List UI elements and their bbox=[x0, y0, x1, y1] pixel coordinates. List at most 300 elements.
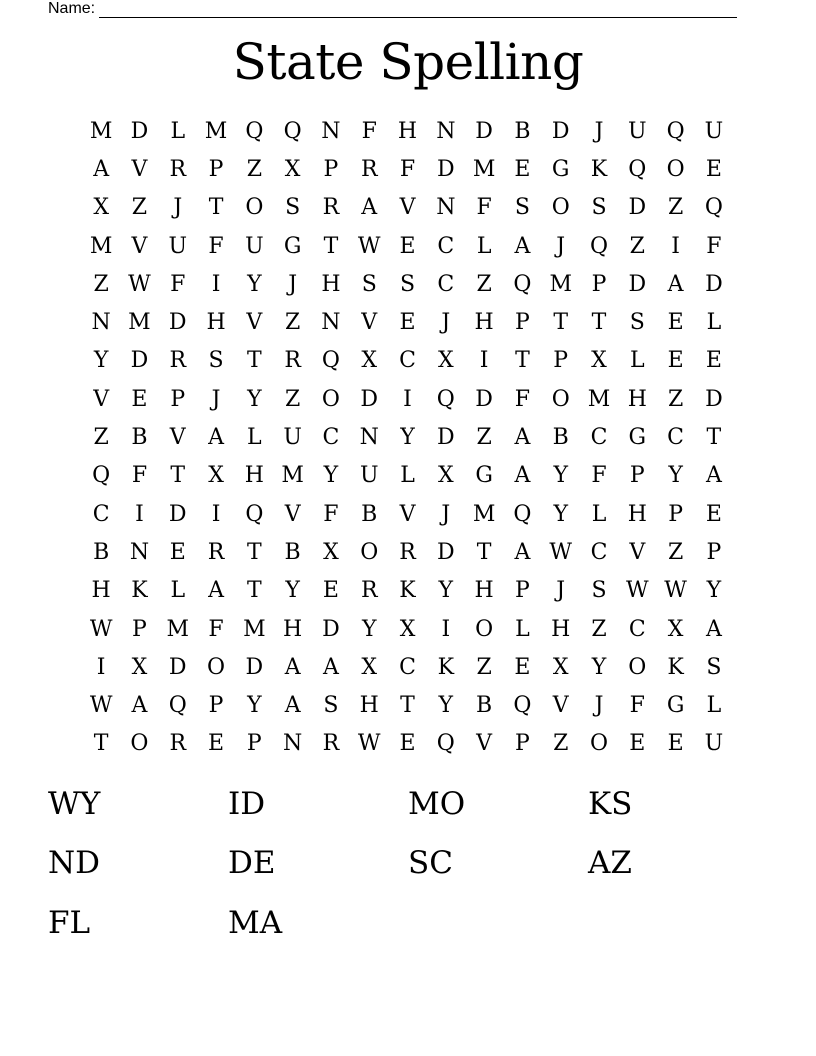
grid-cell[interactable]: B bbox=[284, 539, 301, 565]
grid-cell[interactable]: H bbox=[474, 310, 494, 336]
grid-cell[interactable]: E bbox=[705, 348, 722, 374]
grid-cell[interactable]: Z bbox=[246, 156, 262, 182]
grid-cell[interactable]: M bbox=[89, 233, 113, 259]
grid-cell[interactable]: O bbox=[628, 654, 647, 680]
grid-cell[interactable]: T bbox=[170, 463, 186, 489]
grid-cell[interactable]: F bbox=[629, 693, 645, 719]
grid-cell[interactable]: S bbox=[361, 271, 377, 297]
grid-cell[interactable]: X bbox=[361, 348, 378, 374]
grid-cell[interactable]: V bbox=[361, 310, 378, 336]
grid-cell[interactable]: T bbox=[208, 195, 224, 221]
grid-cell[interactable]: E bbox=[131, 386, 148, 412]
word-list-item: FL bbox=[48, 904, 91, 941]
grid-cell[interactable]: C bbox=[437, 271, 455, 297]
grid-cell[interactable]: E bbox=[208, 731, 225, 757]
grid-cell[interactable]: Z bbox=[629, 233, 645, 259]
grid-cell[interactable]: N bbox=[359, 425, 379, 451]
grid-cell[interactable]: A bbox=[667, 271, 684, 297]
grid-cell[interactable]: F bbox=[131, 463, 148, 489]
grid-cell[interactable]: R bbox=[207, 539, 225, 565]
grid-cell[interactable]: T bbox=[476, 539, 492, 565]
grid-cell[interactable]: O bbox=[245, 195, 264, 221]
grid-cell[interactable]: Q bbox=[628, 156, 647, 182]
grid-cell[interactable]: R bbox=[169, 156, 187, 182]
grid-cell[interactable]: E bbox=[322, 578, 339, 604]
grid-cell[interactable]: H bbox=[551, 616, 571, 642]
grid-cell[interactable]: M bbox=[243, 616, 266, 642]
grid-cell[interactable]: O bbox=[589, 731, 609, 757]
grid-cell[interactable]: F bbox=[399, 156, 416, 182]
grid-cell[interactable]: H bbox=[397, 118, 418, 144]
grid-cell[interactable]: X bbox=[323, 539, 339, 565]
grid-cell[interactable]: C bbox=[590, 425, 608, 451]
grid-cell[interactable]: M bbox=[281, 463, 304, 489]
grid-cell[interactable]: R bbox=[360, 578, 378, 604]
grid-cell[interactable]: M bbox=[587, 386, 611, 412]
grid-cell[interactable]: X bbox=[361, 654, 378, 680]
grid-cell[interactable]: Z bbox=[667, 539, 684, 565]
grid-cell[interactable]: V bbox=[399, 195, 416, 221]
grid-cell[interactable]: N bbox=[283, 731, 303, 757]
grid-cell[interactable]: E bbox=[169, 539, 186, 565]
grid-cell[interactable]: H bbox=[321, 271, 341, 297]
grid-cell[interactable]: X bbox=[399, 616, 416, 642]
grid-cell[interactable]: M bbox=[166, 616, 189, 642]
grid-cell[interactable]: G bbox=[666, 693, 685, 719]
grid-cell[interactable]: D bbox=[322, 616, 340, 642]
grid-cell[interactable]: Q bbox=[321, 348, 340, 374]
grid-cell[interactable]: I bbox=[135, 501, 144, 527]
grid-cell[interactable]: H bbox=[359, 693, 379, 719]
grid-cell[interactable]: Z bbox=[591, 616, 607, 642]
grid-cell[interactable]: F bbox=[208, 616, 224, 642]
grid-cell[interactable]: S bbox=[591, 578, 607, 604]
grid-cell[interactable]: J bbox=[556, 233, 566, 259]
grid-cell[interactable]: N bbox=[91, 310, 111, 336]
grid-cell[interactable]: B bbox=[361, 501, 378, 527]
grid-cell[interactable]: P bbox=[591, 271, 607, 297]
grid-cell[interactable]: V bbox=[629, 539, 646, 565]
grid-cell[interactable]: Q bbox=[666, 118, 685, 144]
grid-cell[interactable]: Z bbox=[553, 731, 569, 757]
grid-cell[interactable]: P bbox=[132, 616, 147, 642]
grid-cell[interactable]: Z bbox=[476, 271, 492, 297]
grid-cell[interactable]: Q bbox=[245, 501, 264, 527]
grid-cell[interactable]: D bbox=[168, 501, 187, 527]
grid-cell[interactable]: O bbox=[207, 654, 226, 680]
grid-cell[interactable]: F bbox=[208, 233, 224, 259]
grid-cell[interactable]: X bbox=[552, 654, 569, 680]
grid-cell[interactable]: H bbox=[206, 310, 226, 336]
grid-cell[interactable]: O bbox=[666, 156, 685, 182]
grid-cell[interactable]: S bbox=[208, 348, 224, 374]
grid-cell[interactable]: D bbox=[360, 386, 379, 412]
grid-cell[interactable]: W bbox=[128, 271, 151, 297]
grid-cell[interactable]: V bbox=[169, 425, 186, 451]
grid-cell[interactable]: V bbox=[246, 310, 263, 336]
grid-cell[interactable]: A bbox=[514, 233, 531, 259]
grid-cell[interactable]: F bbox=[591, 463, 607, 489]
word-list-item: MA bbox=[228, 904, 283, 941]
grid-cell[interactable]: M bbox=[204, 118, 228, 144]
grid-cell[interactable]: X bbox=[208, 463, 224, 489]
grid-cell[interactable]: L bbox=[706, 693, 722, 719]
grid-cell[interactable]: B bbox=[93, 539, 110, 565]
grid-cell[interactable]: Z bbox=[476, 425, 492, 451]
grid-cell[interactable]: K bbox=[437, 654, 455, 680]
grid-cell[interactable]: T bbox=[246, 539, 262, 565]
grid-cell[interactable]: Q bbox=[436, 386, 455, 412]
grid-cell[interactable]: Z bbox=[667, 195, 684, 221]
grid-cell[interactable]: A bbox=[208, 425, 224, 451]
grid-cell[interactable]: H bbox=[244, 463, 264, 489]
grid-cell[interactable]: L bbox=[515, 616, 530, 642]
grid-cell[interactable]: L bbox=[630, 348, 645, 374]
grid-cell[interactable]: U bbox=[168, 233, 188, 259]
grid-cell[interactable]: P bbox=[629, 463, 645, 489]
grid-cell[interactable]: Q bbox=[92, 463, 111, 489]
grid-cell[interactable]: C bbox=[590, 539, 608, 565]
grid-cell[interactable]: D bbox=[705, 386, 723, 412]
grid-cell[interactable]: C bbox=[399, 348, 416, 374]
grid-cell[interactable]: W bbox=[357, 233, 381, 259]
grid-cell[interactable]: Y bbox=[553, 463, 568, 489]
grid-cell[interactable]: S bbox=[285, 195, 301, 221]
grid-cell[interactable]: A bbox=[705, 463, 722, 489]
grid-cell[interactable]: D bbox=[130, 118, 149, 144]
grid-cell[interactable]: F bbox=[706, 233, 722, 259]
grid-cell[interactable]: A bbox=[93, 156, 110, 182]
grid-cell[interactable]: X bbox=[131, 654, 148, 680]
grid-cell[interactable]: Z bbox=[131, 195, 148, 221]
word-list bbox=[48, 774, 768, 953]
grid-cell[interactable]: J bbox=[441, 501, 451, 527]
word-list-item: MO bbox=[408, 785, 466, 822]
grid-cell[interactable]: S bbox=[323, 693, 339, 719]
grid-cell[interactable]: I bbox=[211, 501, 221, 527]
grid-cell[interactable]: Y bbox=[668, 463, 683, 489]
grid-cell[interactable]: C bbox=[628, 616, 646, 642]
word-list-item: DE bbox=[228, 845, 276, 882]
grid-cell[interactable]: Q bbox=[513, 271, 532, 297]
grid-cell[interactable]: O bbox=[360, 539, 379, 565]
grid-cell[interactable]: C bbox=[399, 654, 416, 680]
grid-cell[interactable]: A bbox=[284, 654, 301, 680]
word-list-item: ID bbox=[228, 785, 266, 822]
grid-cell[interactable]: N bbox=[436, 118, 456, 144]
grid-cell[interactable]: B bbox=[514, 118, 531, 144]
grid-cell[interactable]: Y bbox=[361, 616, 377, 642]
grid-cell[interactable]: D bbox=[628, 271, 647, 297]
grid-cell[interactable]: Y bbox=[247, 386, 262, 412]
grid-cell[interactable]: C bbox=[437, 233, 455, 259]
grid-cell[interactable]: P bbox=[323, 156, 339, 182]
grid-cell[interactable]: L bbox=[170, 118, 186, 144]
grid-cell[interactable]: D bbox=[437, 156, 455, 182]
grid-cell[interactable]: X bbox=[437, 463, 454, 489]
grid-cell[interactable]: Y bbox=[400, 425, 415, 451]
grid-cell[interactable]: E bbox=[399, 233, 416, 259]
grid-cell[interactable]: P bbox=[553, 348, 569, 374]
grid-cell[interactable]: U bbox=[704, 731, 724, 757]
grid-cell[interactable]: R bbox=[169, 348, 187, 374]
grid-cell[interactable]: Y bbox=[247, 271, 262, 297]
grid-cell[interactable]: O bbox=[475, 616, 494, 642]
grid-cell[interactable]: A bbox=[705, 616, 722, 642]
grid-cell[interactable]: R bbox=[322, 731, 340, 757]
grid-cell[interactable]: E bbox=[399, 731, 416, 757]
grid-cell[interactable]: A bbox=[131, 693, 148, 719]
grid-cell[interactable]: J bbox=[173, 195, 183, 221]
grid-cell[interactable]: W bbox=[549, 539, 573, 565]
grid-cell[interactable]: P bbox=[208, 693, 224, 719]
grid-cell[interactable]: P bbox=[668, 501, 683, 527]
grid-cell[interactable]: L bbox=[170, 578, 186, 604]
grid-cell[interactable]: F bbox=[170, 271, 186, 297]
grid-cell[interactable]: Y bbox=[247, 693, 262, 719]
grid-cell[interactable]: U bbox=[628, 118, 647, 144]
grid-cell[interactable]: C bbox=[322, 425, 340, 451]
grid-cell[interactable]: L bbox=[400, 463, 415, 489]
grid-cell[interactable]: Q bbox=[589, 233, 609, 259]
grid-cell[interactable]: I bbox=[403, 386, 412, 412]
grid-cell[interactable]: S bbox=[399, 271, 416, 297]
grid-cell[interactable]: F bbox=[323, 501, 339, 527]
grid-cell[interactable]: A bbox=[284, 693, 301, 719]
grid-cell[interactable]: T bbox=[400, 693, 415, 719]
grid-cell[interactable]: J bbox=[211, 386, 221, 412]
grid-cell[interactable]: A bbox=[514, 425, 531, 451]
grid-cell[interactable]: H bbox=[283, 616, 303, 642]
grid-cell[interactable]: A bbox=[514, 463, 531, 489]
grid-cell[interactable]: D bbox=[130, 348, 149, 374]
grid-cell[interactable]: R bbox=[322, 195, 340, 221]
grid-cell[interactable]: G bbox=[283, 233, 302, 259]
grid-cell[interactable]: Y bbox=[591, 654, 607, 680]
grid-cell[interactable]: V bbox=[284, 501, 301, 527]
grid-cell[interactable]: W bbox=[664, 578, 687, 604]
grid-cell[interactable]: D bbox=[437, 539, 455, 565]
grid-cell[interactable]: B bbox=[552, 425, 569, 451]
grid-cell[interactable]: M bbox=[128, 310, 151, 336]
grid-cell[interactable]: R bbox=[399, 539, 416, 565]
grid-cell[interactable]: I bbox=[211, 271, 221, 297]
grid-cell[interactable]: V bbox=[476, 731, 493, 757]
grid-cell[interactable]: F bbox=[514, 386, 531, 412]
grid-cell[interactable]: U bbox=[283, 425, 302, 451]
grid-cell[interactable]: M bbox=[549, 271, 572, 297]
grid-cell[interactable]: P bbox=[246, 731, 262, 757]
grid-cell[interactable]: E bbox=[667, 310, 684, 336]
grid-cell[interactable]: V bbox=[399, 501, 416, 527]
grid-cell[interactable]: Z bbox=[284, 386, 301, 412]
name-blank-line[interactable] bbox=[99, 3, 737, 18]
grid-cell[interactable]: Z bbox=[93, 425, 109, 451]
grid-cell[interactable]: N bbox=[321, 310, 341, 336]
grid-cell[interactable]: I bbox=[479, 348, 489, 374]
grid-cell[interactable]: J bbox=[594, 693, 604, 719]
grid-cell[interactable]: L bbox=[706, 310, 722, 336]
grid-cell[interactable]: D bbox=[168, 654, 187, 680]
grid-cell[interactable]: Z bbox=[284, 310, 301, 336]
grid-cell[interactable]: P bbox=[515, 578, 530, 604]
grid-cell[interactable]: E bbox=[399, 310, 416, 336]
grid-cell[interactable]: H bbox=[91, 578, 111, 604]
grid-cell[interactable]: Q bbox=[436, 731, 455, 757]
grid-cell[interactable]: X bbox=[591, 348, 607, 374]
grid-cell[interactable]: X bbox=[437, 348, 454, 374]
grid-cell[interactable]: R bbox=[169, 731, 187, 757]
page-title: State Spelling bbox=[232, 33, 584, 91]
grid-cell[interactable]: G bbox=[475, 463, 493, 489]
grid-cell[interactable]: O bbox=[130, 731, 149, 757]
grid-cell[interactable]: E bbox=[514, 156, 531, 182]
grid-cell[interactable]: T bbox=[706, 425, 722, 451]
grid-cell[interactable]: L bbox=[476, 233, 492, 259]
grid-cell[interactable]: T bbox=[515, 348, 530, 374]
grid-cell[interactable]: Z bbox=[476, 654, 492, 680]
grid-cell[interactable]: C bbox=[92, 501, 110, 527]
grid-cell[interactable]: Y bbox=[706, 578, 722, 604]
grid-cell[interactable]: M bbox=[89, 118, 113, 144]
grid-cell[interactable]: P bbox=[515, 310, 530, 336]
grid-cell[interactable]: T bbox=[246, 348, 262, 374]
grid-cell[interactable]: S bbox=[591, 195, 607, 221]
grid-cell[interactable]: X bbox=[93, 195, 109, 221]
grid-cell[interactable]: Y bbox=[285, 578, 300, 604]
grid-cell[interactable]: N bbox=[321, 118, 341, 144]
grid-cell[interactable]: O bbox=[551, 386, 570, 412]
grid-cell[interactable]: Q bbox=[513, 693, 532, 719]
grid-cell[interactable]: W bbox=[357, 731, 381, 757]
grid-cell[interactable]: L bbox=[591, 501, 607, 527]
name-field bbox=[48, 0, 737, 18]
grid-cell[interactable]: N bbox=[129, 539, 150, 565]
grid-cell[interactable]: V bbox=[131, 233, 148, 259]
grid-cell[interactable]: Q bbox=[513, 501, 532, 527]
grid-cell[interactable]: H bbox=[627, 386, 647, 412]
grid-cell[interactable]: D bbox=[705, 271, 723, 297]
grid-cell[interactable]: B bbox=[131, 425, 148, 451]
grid-cell[interactable]: U bbox=[359, 463, 379, 489]
grid-cell[interactable]: H bbox=[474, 578, 494, 604]
grid-cell[interactable]: J bbox=[556, 578, 566, 604]
grid-cell[interactable]: W bbox=[625, 578, 649, 604]
grid-cell[interactable]: Y bbox=[438, 693, 454, 719]
grid-cell[interactable]: T bbox=[323, 233, 339, 259]
grid-cell[interactable]: E bbox=[705, 156, 722, 182]
grid-cell[interactable]: M bbox=[472, 156, 496, 182]
grid-cell[interactable]: Z bbox=[93, 271, 109, 297]
grid-cell[interactable]: A bbox=[208, 578, 224, 604]
grid-cell[interactable]: X bbox=[284, 156, 301, 182]
grid-cell[interactable]: N bbox=[436, 195, 456, 221]
grid-cell[interactable]: K bbox=[399, 578, 416, 604]
grid-cell[interactable]: K bbox=[667, 654, 684, 680]
grid-cell[interactable]: B bbox=[476, 693, 493, 719]
grid-cell[interactable]: T bbox=[553, 310, 569, 336]
grid-cell[interactable]: J bbox=[594, 118, 604, 144]
grid-cell[interactable]: P bbox=[170, 386, 186, 412]
grid-cell[interactable]: I bbox=[96, 654, 106, 680]
grid-cell[interactable]: P bbox=[208, 156, 224, 182]
grid-cell[interactable]: G bbox=[628, 425, 647, 451]
grid-cell[interactable]: E bbox=[629, 731, 646, 757]
grid-cell[interactable]: S bbox=[629, 310, 645, 336]
grid-cell[interactable]: Q bbox=[704, 195, 723, 221]
grid-cell[interactable]: R bbox=[284, 348, 301, 374]
grid-cell[interactable]: Q bbox=[245, 118, 264, 144]
grid-cell[interactable]: D bbox=[551, 118, 570, 144]
grid-cell[interactable]: X bbox=[667, 616, 684, 642]
grid-cell[interactable]: M bbox=[472, 501, 496, 527]
grid-cell[interactable]: U bbox=[704, 118, 724, 144]
grid-cell[interactable]: C bbox=[667, 425, 685, 451]
grid-cell[interactable]: L bbox=[247, 425, 262, 451]
grid-cell[interactable]: R bbox=[360, 156, 378, 182]
grid-cell[interactable]: D bbox=[475, 118, 493, 144]
grid-cell[interactable]: D bbox=[475, 386, 493, 412]
grid-cell[interactable]: S bbox=[706, 654, 722, 680]
grid-cell[interactable]: K bbox=[131, 578, 148, 604]
grid-cell[interactable]: E bbox=[705, 501, 722, 527]
grid-cell[interactable]: D bbox=[437, 425, 455, 451]
grid-cell[interactable]: V bbox=[93, 386, 110, 412]
grid-cell[interactable]: W bbox=[89, 693, 113, 719]
grid-cell[interactable]: D bbox=[168, 310, 187, 336]
grid-cell[interactable]: Q bbox=[283, 118, 302, 144]
grid-cell[interactable]: O bbox=[551, 195, 570, 221]
grid-cell[interactable]: J bbox=[441, 310, 451, 336]
grid-cell[interactable]: T bbox=[93, 731, 109, 757]
grid-cell[interactable]: Y bbox=[438, 578, 454, 604]
grid-cell[interactable]: A bbox=[514, 539, 531, 565]
grid-cell[interactable]: G bbox=[551, 156, 570, 182]
grid-cell[interactable]: E bbox=[667, 348, 684, 374]
grid-cell[interactable]: A bbox=[322, 654, 339, 680]
grid-cell[interactable]: P bbox=[515, 731, 530, 757]
grid-cell[interactable]: K bbox=[590, 156, 608, 182]
grid-cell[interactable]: Y bbox=[553, 501, 568, 527]
grid-cell[interactable]: Z bbox=[667, 386, 684, 412]
grid-cell[interactable]: J bbox=[288, 271, 298, 297]
word-list-item: AZ bbox=[588, 845, 632, 882]
grid-cell[interactable]: V bbox=[552, 693, 569, 719]
grid-cell[interactable]: A bbox=[361, 195, 378, 221]
grid-cell[interactable]: O bbox=[321, 386, 340, 412]
grid-cell[interactable]: U bbox=[245, 233, 264, 259]
grid-cell[interactable]: P bbox=[706, 539, 722, 565]
grid-cell[interactable]: Y bbox=[323, 463, 339, 489]
grid-cell[interactable]: S bbox=[514, 195, 530, 221]
grid-cell[interactable]: T bbox=[591, 310, 607, 336]
grid-cell[interactable]: H bbox=[627, 501, 647, 527]
grid-cell[interactable]: E bbox=[514, 654, 531, 680]
grid-cell[interactable]: Y bbox=[93, 348, 109, 374]
letter-grid bbox=[82, 112, 733, 763]
grid-cell[interactable]: F bbox=[361, 118, 377, 144]
grid-cell[interactable]: E bbox=[667, 731, 684, 757]
grid-cell[interactable]: Q bbox=[168, 693, 187, 719]
grid-cell[interactable]: D bbox=[628, 195, 647, 221]
grid-cell[interactable]: D bbox=[245, 654, 264, 680]
grid-cell[interactable]: T bbox=[246, 578, 262, 604]
grid-cell[interactable]: V bbox=[131, 156, 148, 182]
grid-cell[interactable]: F bbox=[476, 195, 492, 221]
grid-cell[interactable]: I bbox=[671, 233, 680, 259]
grid-cell[interactable]: I bbox=[441, 616, 451, 642]
grid-cell[interactable]: W bbox=[89, 616, 113, 642]
